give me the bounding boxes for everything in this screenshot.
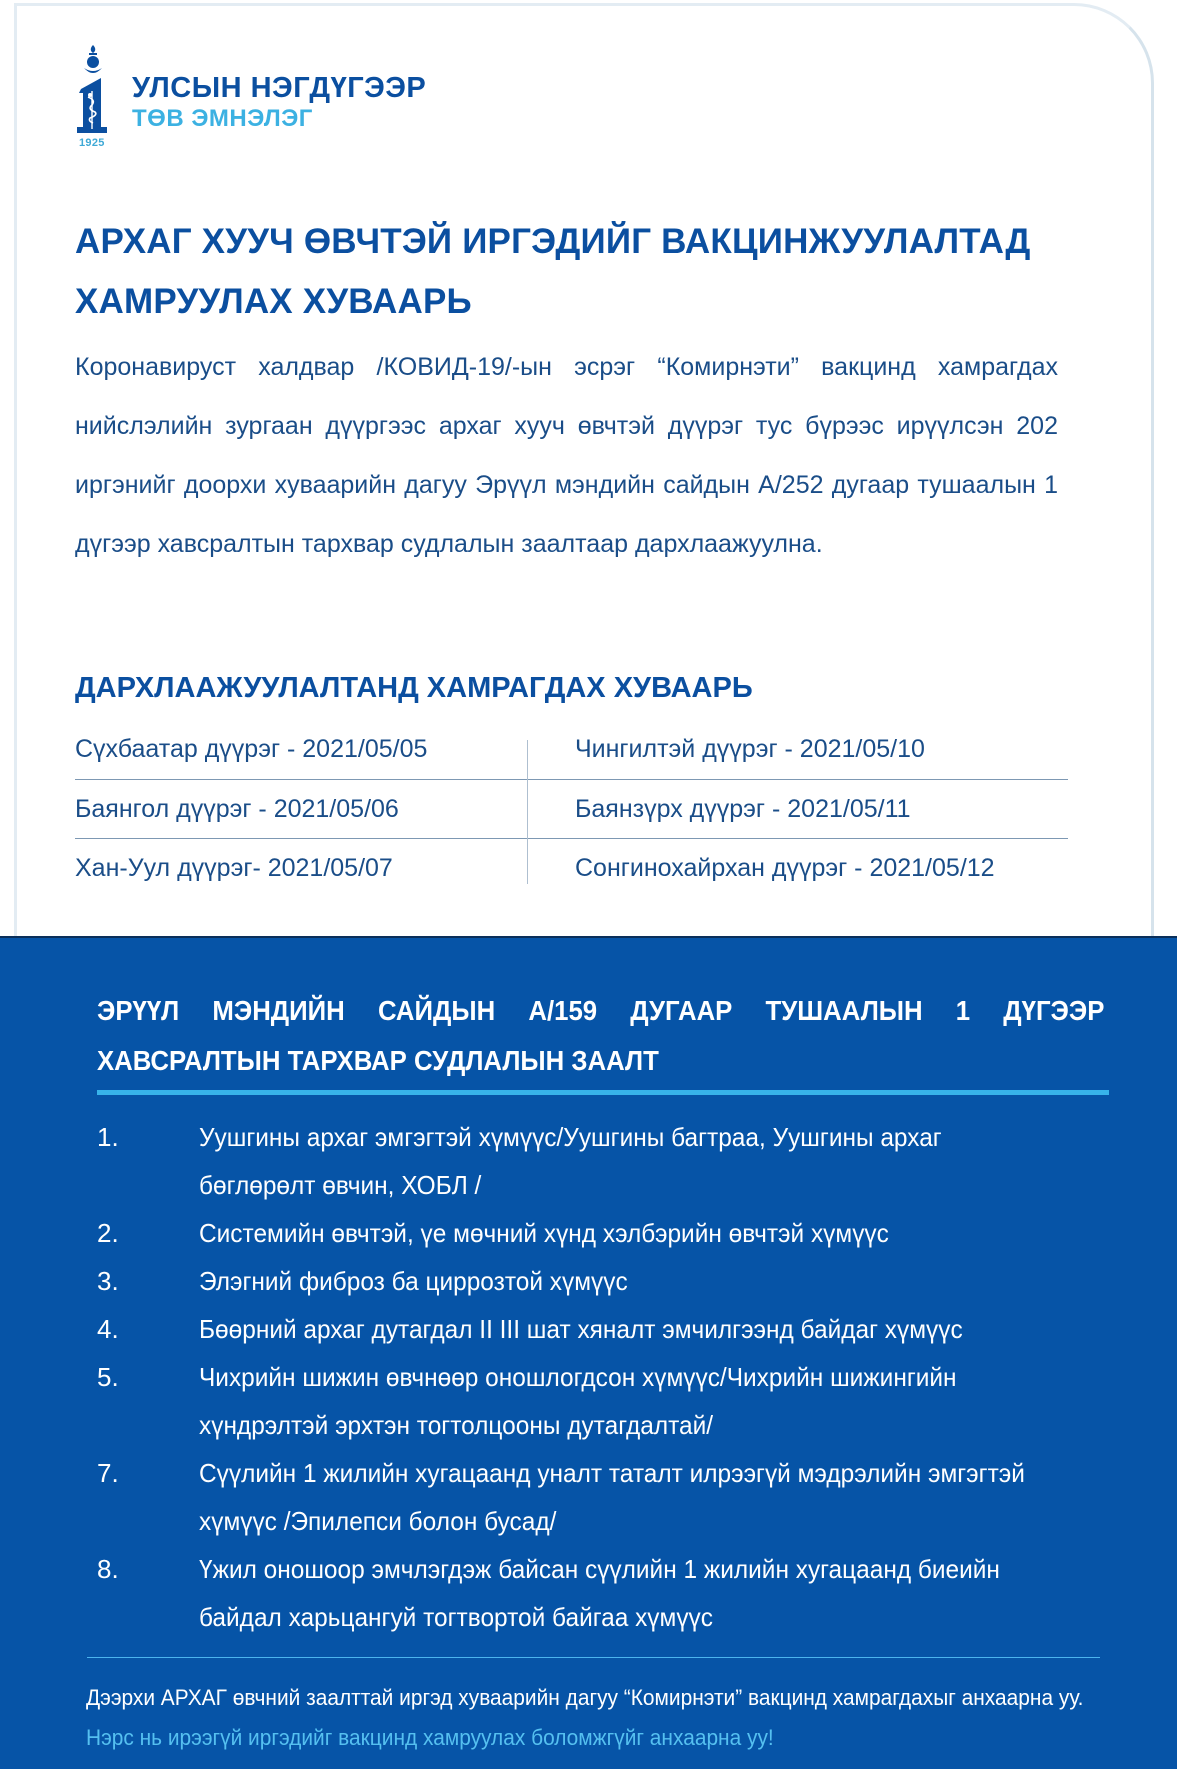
schedule-entry: Хан-Уул дүүрэг- 2021/05/07 [75,838,528,897]
list-text: Үжил оношоор эмчлэгдэж байсан сүүлийн 1 жилийн хугацаанд биеийн байдал харьцангуй тогтвортой байгаа хүмүүс [199,1554,1000,1632]
list-item [97,1257,1117,1305]
state-emblem-asclepius-icon [75,45,111,135]
list-item [97,1545,1117,1641]
hospital-logo [75,45,475,155]
list-number: 2. [97,1218,119,1248]
list-number: 5. [97,1362,119,1392]
list-number: 4. [97,1314,119,1344]
title-divider [97,1090,1109,1095]
list-number: 8. [97,1554,119,1584]
criteria-list [97,1113,1117,1641]
page-title-line1: АРХАГ ХУУЧ ӨВЧТЭЙ ИРГЭДИЙГ ВАКЦИНЖУУЛАЛТАД [75,222,1031,261]
list-item [97,1449,1117,1545]
list-text: Сүүлийн 1 жилийн хугацаанд уналт таталт илрээгүй мэдрэлийн эмгэгтэй хүмүүс /Эпилепси болон бусад/ [199,1458,1025,1536]
footnote [86,1678,1093,1758]
list-text: Уушгины архаг эмгэгтэй хүмүүс/Уушгины багтраа, Уушгины архаг бөглөрөлт өвчин, ХОБЛ / [199,1122,942,1200]
list-number: 3. [97,1266,119,1296]
page-title-line2: ХАМРУУЛАХ ХУВААРЬ [75,282,472,321]
criteria-title: ЭРҮҮЛ МЭНДИЙН САЙДЫН А/159 ДУГААР ТУШААЛЫН 1 ДҮГЭЭР ХАВСРАЛТЫН ТАРХВАР СУДЛАЛЫН ЗААЛТ [97,995,1105,1076]
list-text: Элэгний фиброз ба циррозтой хүмүүс [199,1266,628,1296]
schedule-entry: Баянгол дүүрэг - 2021/05/06 [75,779,528,838]
logo-name-line2: ТӨВ ЭМНЭЛЭГ [132,105,313,132]
schedule-entry: Баянзүрх дүүрэг - 2021/05/11 [528,779,1068,838]
logo-name-line1: УЛСЫН НЭГДҮГЭЭР [132,72,427,104]
list-text: Системийн өвчтэй, үе мөчний хүнд хэлбэрийн өвчтэй хүмүүс [199,1218,889,1248]
list-text: Бөөрний архаг дутагдал II III шат хяналт эмчилгээнд байдаг хүмүүс [199,1314,963,1344]
list-item [97,1305,1117,1353]
list-item [97,1353,1117,1449]
list-number: 7. [97,1458,119,1488]
schedule-entry: Сүхбаатар дүүрэг - 2021/05/05 [75,735,428,763]
schedule-table [75,720,1068,886]
footnote-divider [87,1657,1100,1658]
logo-year: 1925 [79,137,105,149]
list-text: Чихрийн шижин өвчнөөр оношлогдсон хүмүүс/Чихрийн шижингийн хүндрэлтэй эрхтэн тогтолцооны дутагдалтай/ [199,1362,957,1440]
page-title [75,212,1075,332]
footnote-text: Дээрхи АРХАГ өвчний заалттай иргэд хуваарийн дагуу “Комирнэти” вакцинд хамрагдахыг анхаарна уу. [86,1685,1084,1710]
list-number: 1. [97,1122,119,1152]
footnote-warning: Нэрс нь ирээгүй иргэдийг вакцинд хамруулах боломжгүйг анхаарна уу! [86,1725,774,1750]
schedule-entry: Сонгинохайрхан дүүрэг - 2021/05/12 [528,838,1068,897]
schedule-title: ДАРХЛААЖУУЛАЛТАНД ХАМРАГДАХ ХУВААРЬ [75,672,753,704]
criteria-panel [0,936,1177,1769]
list-item [97,1209,1117,1257]
schedule-entry: Чингилтэй дүүрэг - 2021/05/10 [575,735,925,763]
list-item [97,1113,1117,1209]
intro-paragraph: Коронавируст халдвар /КОВИД-19/-ын эсрэг “Комирнэти” вакцинд хамрагдах нийслэлийн зургаан дүүргээс архаг хууч өвчтэй дүүрэг тус бүрээс ирүүлсэн 202 иргэнийг доорхи хуваарийн дагуу Эрүүл мэндийн сайдын А/252 дугаар тушаалын 1 дүгээр хавсралтын тархвар судлалын заалтаар дархлаажуулна. [75,353,1058,558]
